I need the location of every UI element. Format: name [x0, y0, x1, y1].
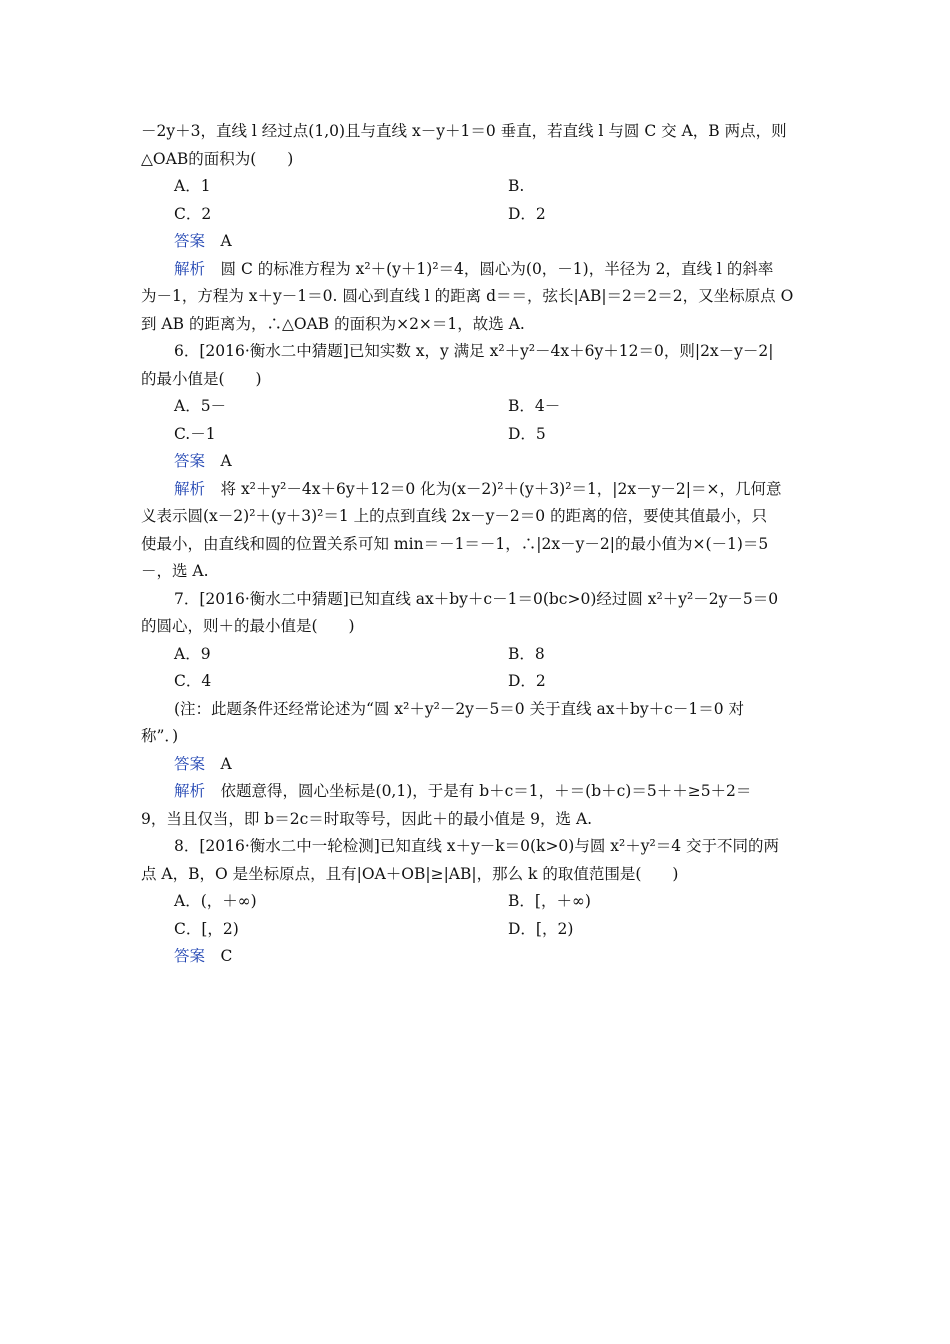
option-row [141, 393, 821, 421]
analysis-label: 解析 [174, 479, 206, 498]
option-row [141, 668, 821, 696]
text-line: 的圆心，则＋的最小值是( ) [141, 617, 355, 635]
line-text: 将 x²＋y²－4x＋6y＋12＝0 化为(x－2)²＋(y＋3)²＝1，|2x－y－2|＝×，几何意 [205, 479, 782, 498]
line-text: 依题意得，圆心坐标是(0,1)，于是有 b＋c＝1，＋＝(b＋c)＝5＋＋≥5＋2＝ [205, 782, 752, 800]
text-line: 9，当且仅当，即 b＝2c＝时取等号，因此＋的最小值是 9，选 A. [141, 809, 593, 828]
text-line: 6．[2016·衡水二中猜题]已知实数 x，y 满足 x²＋y²－4x＋6y＋12＝0，则|2x－y－2| [174, 342, 774, 360]
text-line: 点 A，B，O 是坐标原点，且有|OA＋OB|≥|AB|，那么 k 的取值范围是( ) [141, 864, 679, 883]
answer-label: 答案 [174, 452, 206, 470]
answer-line [141, 228, 821, 256]
text-line: 称”．) [141, 727, 179, 745]
text-line: －2y＋3，直线 l 经过点(1,0)且与直线 x－y＋1＝0 垂直，若直线 l 与圆 C 交 A，B 两点，则 [141, 122, 787, 140]
text-line: (注：此题条件还经常论述为“圆 x²＋y²－2y－5＝0 关于直线 ax＋by＋c－1＝0 对 [174, 699, 745, 718]
text-line: 使最小，由直线和圆的位置关系可知 min＝－1＝－1，∴|2x－y－2|的最小值为×(－1)＝5 [141, 534, 769, 553]
option-left: C．2 [174, 204, 212, 223]
text-line: 8．[2016·衡水二中一轮检测]已知直线 x＋y－k＝0(k>0)与圆 x²＋y²＝4 交于不同的两 [174, 837, 779, 855]
answer-label: 答案 [174, 232, 206, 250]
option-right: D．2 [508, 672, 546, 690]
answer-line [141, 448, 821, 476]
option-left: A．1 [174, 177, 211, 195]
option-left: C．4 [174, 672, 212, 690]
option-right: D．[，2) [508, 919, 574, 938]
document-page [141, 118, 821, 971]
answer-line [141, 751, 821, 779]
option-left: C．[，2) [174, 919, 239, 938]
text-line: 为－1，方程为 x＋y－1＝0. 圆心到直线 l 的距离 d＝＝，弦长|AB|＝2＝2＝2，又坐标原点 O [141, 287, 794, 305]
answer-label: 答案 [174, 754, 206, 773]
option-row [141, 888, 821, 916]
option-row [141, 916, 821, 944]
option-right: D．5 [508, 424, 546, 443]
option-right: B．[，＋∞) [508, 892, 591, 910]
option-left: A．(，＋∞) [174, 892, 257, 910]
line-text: A [205, 232, 232, 250]
option-left: A．9 [174, 644, 211, 663]
option-row [141, 421, 821, 449]
option-right: B. [508, 177, 525, 195]
analysis-label: 解析 [174, 782, 206, 800]
line-text: C [205, 947, 233, 965]
text-line: －，选 A. [141, 562, 209, 580]
option-right: B．8 [508, 644, 545, 663]
line-text: A [205, 452, 232, 470]
text-line: 到 AB 的距离为，∴△OAB 的面积为×2×＝1，故选 A. [141, 314, 525, 333]
analysis-label: 解析 [174, 259, 206, 278]
answer-line [141, 943, 821, 971]
line-text: 圆 C 的标准方程为 x²＋(y＋1)²＝4，圆心为(0，－1)，半径为 2，直线 l 的斜率 [205, 259, 774, 278]
option-left: A．5－ [174, 397, 227, 415]
option-row [141, 201, 821, 229]
text-line: 7．[2016·衡水二中猜题]已知直线 ax＋by＋c－1＝0(bc>0)经过圆 x²＋y²－2y－5＝0 [174, 589, 779, 608]
answer-label: 答案 [174, 947, 206, 965]
analysis-line [141, 778, 821, 806]
option-right: B．4－ [508, 397, 561, 415]
option-left: C.－1 [174, 424, 216, 443]
text-line: 的最小值是( ) [141, 369, 262, 388]
text-line: △OAB的面积为( ) [141, 149, 294, 168]
line-text: A [205, 754, 232, 773]
option-right: D．2 [508, 204, 546, 223]
analysis-line [141, 256, 821, 284]
option-row [141, 173, 821, 201]
analysis-line [141, 476, 821, 504]
text-line: 义表示圆(x－2)²＋(y＋3)²＝1 上的点到直线 2x－y－2＝0 的距离的倍，要使其值最小，只 [141, 507, 768, 525]
option-row [141, 641, 821, 669]
